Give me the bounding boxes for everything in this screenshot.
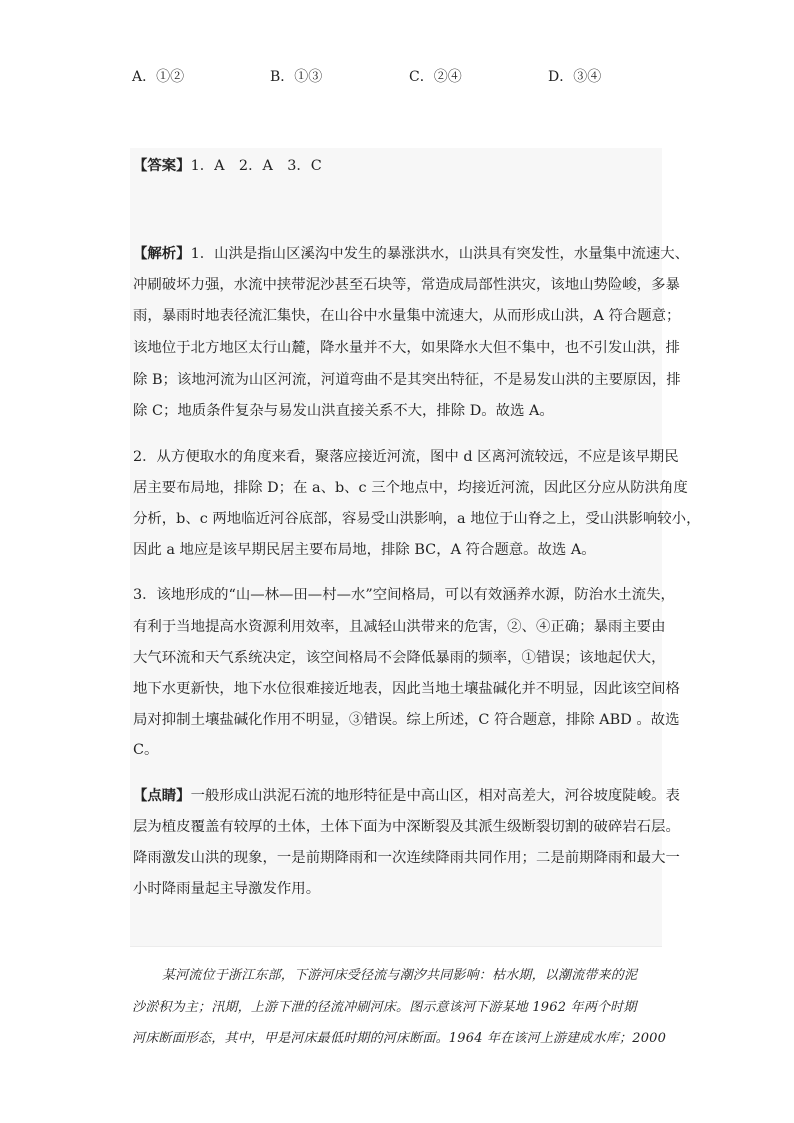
tip-tag: 【点睛】 — [133, 787, 191, 804]
passage-line: 河床断面形态，其中，甲是河床最低时期的河床断面。1964 年在该河上游建成水库；2000 — [132, 1031, 667, 1046]
answer-line — [133, 156, 322, 176]
analysis-line: 2．从方便取水的角度来看，聚落应接近河流，图中 d 区离河流较远，不应是该早期民 — [133, 449, 679, 465]
analysis-line — [133, 244, 689, 264]
analysis-line: 该地位于北方地区太行山麓，降水量并不大，如果降水大但不集中，也不引发山洪，排 — [133, 340, 680, 356]
analysis-line: 局对抑制土壤盐碱化作用不明显，③错误。综上所述，C 符合题意，排除 ABD 。故选 — [133, 712, 680, 728]
analysis-line: 大气环流和天气系统决定，该空间格局不会降低暴雨的频率，①错误；该地起伏大， — [133, 650, 666, 666]
analysis-tag: 【解析】 — [133, 245, 191, 262]
analysis-line: 除 C；地质条件复杂与易发山洪直接关系不大，排除 D。故选 A。 — [133, 403, 554, 419]
analysis-line: 居主要布局地，排除 D；在 a、b、c 三个地点中，均接近河流，因此区分应从防洪角度 — [133, 480, 688, 496]
analysis-line: 地下水更新快，地下水位很难接近地表，因此当地土壤盐碱化并不明显，因此该空间格 — [133, 681, 680, 697]
passage-line: 沙淤积为主；汛期，上游下泄的径流冲刷河床。图示意该河下游某地 1962 年两个时期 — [132, 1000, 637, 1015]
tip-line — [133, 786, 680, 806]
answer-text: 1．A 2．A 3．C — [190, 158, 322, 174]
answer-tag: 【答案】 — [133, 157, 191, 174]
analysis-line: 分析，b、c 两地临近河谷底部，容易受山洪影响，a 地位于山脊之上，受山洪影响较小， — [133, 511, 701, 527]
analysis-line: 除 B；该地河流为山区河流，河道弯曲不是其突出特征，不是易发山洪的主要原因，排 — [133, 372, 681, 388]
tip-line: 小时降雨量起主导激发作用。 — [133, 881, 321, 897]
analysis-line: 冲刷破坏力强，水流中挟带泥沙甚至石块等，常造成局部性洪灾，该地山势险峻，多暴 — [133, 277, 680, 293]
option-d: D．③④ — [548, 69, 602, 85]
tip-text: 一般形成山洪泥石流的地形特征是中高山区，相对高差大，河谷坡度陡峻。表 — [190, 788, 680, 804]
analysis-line: 雨，暴雨时地表径流汇集快，在山谷中水量集中流速大，从而形成山洪，A 符合题意； — [133, 308, 681, 324]
analysis-line: 因此 a 地应是该早期民居主要布局地，排除 BC，A 符合题意。故选 A。 — [133, 542, 596, 558]
analysis-line: 3．该地形成的“山—林—田—村—水”空间格局，可以有效涵养水源，防治水土流失， — [133, 587, 675, 603]
option-a: A．①② — [132, 69, 185, 85]
option-b: B．①③ — [270, 69, 323, 85]
passage-line: 某河流位于浙江东部，下游河床受径流与潮汐共同影响：枯水期，以潮流带来的泥 — [162, 968, 638, 983]
analysis-line: C。 — [133, 742, 159, 758]
tip-line: 层为植皮覆盖有较厚的土体，土体下面为中深断裂及其派生级断裂切割的破碎岩石层。 — [133, 819, 680, 835]
option-c: C．②④ — [409, 69, 462, 85]
analysis-line: 有利于当地提高水资源利用效率，且减轻山洪带来的危害，②、④正确；暴雨主要由 — [133, 619, 666, 635]
answer-options — [132, 66, 672, 86]
tip-line: 降雨激发山洪的现象，一是前期降雨和一次连续降雨共同作用；二是前期降雨和最大一 — [133, 850, 680, 866]
analysis-text: 1．山洪是指山区溪沟中发生的暴涨洪水，山洪具有突发性，水量集中流速大、 — [190, 246, 690, 262]
